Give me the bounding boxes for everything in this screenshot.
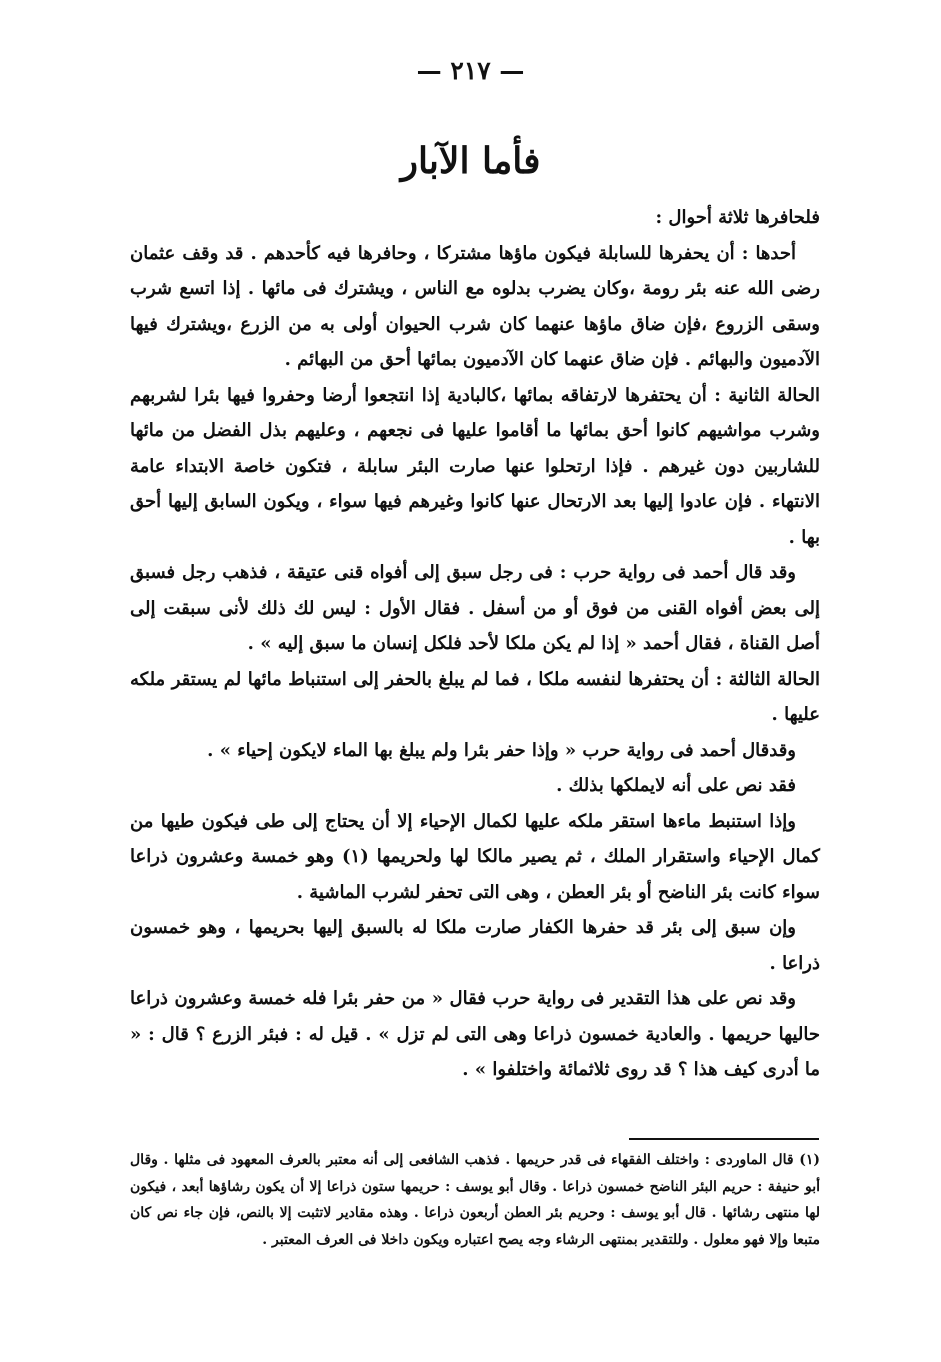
paragraph: الحالة الثانية : أن يحتفرها لارتفاقه بمائها ،كالبادية إذا انتجعوا أرضا وحفروا فيها بئرا لشربهم وشرب مواشيهم كانوا أحق بمائها ما أقاموا عليها فى نجعهم ، وعليهم بذل الفضل من مائها للشاربين دون غيرهم . فإذا ارتحلوا عنها صارت البئر سابلة ، فتكون خاصة الابتداء عامة الانتهاء . فإن عادوا إليها بعد الارتحال عنها كانوا وغيرهم فيها سواء ، ويكون السابق إليها أحق بها . bbox=[130, 384, 820, 548]
paragraph: فقد نص على أنه لايملكها بذلك . bbox=[556, 775, 796, 796]
page-number: — ٢١٧ — bbox=[416, 56, 525, 85]
section-heading: فأما الآبار bbox=[400, 140, 541, 182]
paragraph: وقدقال أحمد فى رواية حرب « وإذا حفر بئرا ولم يبلغ بها الماء لايكون إحياء » . bbox=[207, 739, 796, 761]
footnotes bbox=[130, 1147, 820, 1253]
paragraph: الحالة الثالثة : أن يحتفرها لنفسه ملكا ، فما لم يبلغ بالحفر إلى استنباط مائها لم يستقر ملكه عليها . bbox=[130, 668, 820, 725]
footnote: (١) قال الماوردى : واختلف الفقهاء فى قدر حريمها . فذهب الشافعى إلى أنه معتبر بالعرف المعهود فى مثلها . وقال أبو حنيفة : حريم البئر الناضح خمسون ذراعا . وقال أبو يوسف : حريمها ستون ذراعا إلا أن يكون رشاؤها أبعد ، فيكون لها منتهى رشائها . قال أبو يوسف : وحريم بئر العطن أربعون ذراعا . وهذه مقادير لاتثبت إلا بالنص، فإن جاء نص كان متبعا وإلا فهو معلول . وللتقدير بمنتهى الرشاء وجه يصح اعتباره ويكون داخلا فى العرف المعتبر . bbox=[130, 1152, 820, 1248]
footnote-divider bbox=[629, 1138, 819, 1140]
paragraph: وإذا استنبط ماءها استقر ملكه عليها لكمال الإحياء إلا أن يحتاج إلى طى فيكون طيها من كمال الإحياء واستقرار الملك ، ثم يصير مالكا لها ولحريمها (١) وهو خمسة وعشرون ذراعا سواء كانت بئر الناضح أو بئر العطن ، وهى التى تحفر لشرب الماشية . bbox=[130, 810, 820, 903]
paragraph: أحدها : أن يحفرها للسابلة فيكون ماؤها مشتركا ، وحافرها فيه كأحدهم . قد وقف عثمان رضى الله عنه بئر رومة ،وكان يضرب بدلوه مع الناس ، ويشترك فى مائها . إذا اتسع شرب وسقى الزروع ،فإن ضاق ماؤها عنهما كان شرب الحيوان أولى به من الزرع ،ويشترك فيها الآدميون والبهائم . فإن ضاق عنهما كان الآدميون بمائها أحق من البهائم . bbox=[130, 242, 820, 370]
paragraph: فلحافرها ثلاثة أحوال : bbox=[655, 207, 820, 228]
body-text bbox=[130, 200, 820, 1088]
paragraph: وقد قال أحمد فى رواية حرب : فى رجل سبق إلى أفواه قنى عتيقة ، فذهب رجل فسبق إلى بعض أفواه القنى من فوق أو من أسفل . فقال الأول : ليس لك ذلك لأنى سبقت إلى أصل القناة ، فقال أحمد « إذا لم يكن ملكا لأحد فلكل إنسان ما سبق إليه » . bbox=[130, 562, 820, 654]
paragraph: وقد نص على هذا التقدير فى رواية حرب فقال « من حفر بئرا فله خمسة وعشرون ذراعا حاليها حريمها . والعادية خمسون ذراعا وهى التى لم تزل » . قيل له : فبئر الزرع ؟ قال : « ما أدرى كيف هذا ؟ قد روى ثلاثمائة واختلفوا » . bbox=[130, 988, 820, 1080]
paragraph: وإن سبق إلى بئر قد حفرها الكفار صارت ملكا له بالسبق إليها بحريمها ، وهو خمسون ذراعا . bbox=[130, 917, 820, 974]
